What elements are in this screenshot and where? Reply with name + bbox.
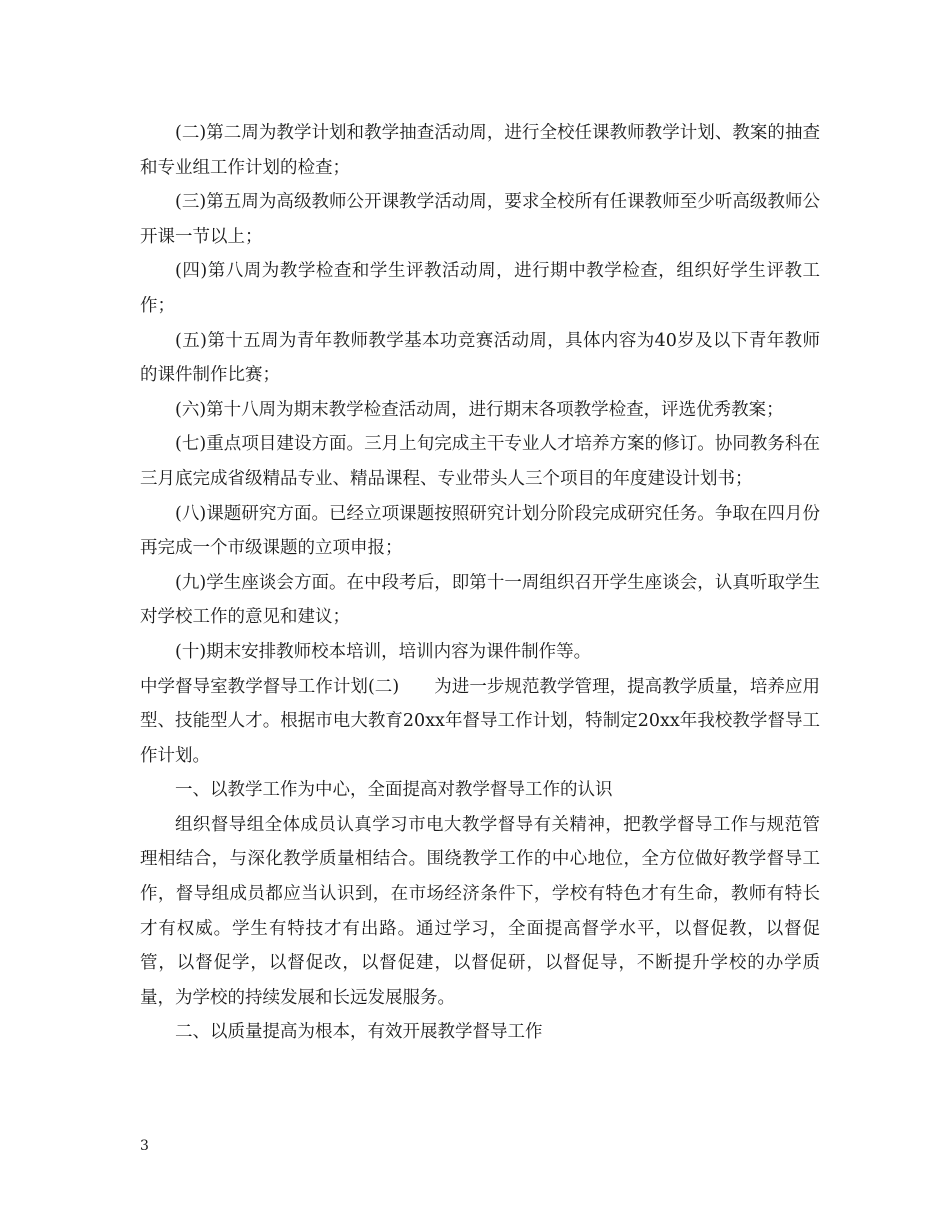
paragraph: (五)第十五周为青年教师教学基本功竞赛活动周，具体内容为40岁及以下青年教师的课件制作比赛； [140, 330, 820, 386]
paragraph: (九)学生座谈会方面。在中段考后，即第十一周组织召开学生座谈会，认真听取学生对学校工作的意见和建议； [140, 572, 820, 628]
paragraph: (八)课题研究方面。已经立项课题按照研究计划分阶段完成研究任务。争取在四月份再完成一个市级课题的立项申报； [140, 503, 820, 559]
paragraph: (七)重点项目建设方面。三月上旬完成主干专业人才培养方案的修订。协同教务科在三月底完成省级精品专业、精品课程、专业带头人三个项目的年度建设计划书； [140, 434, 820, 489]
section-heading: 一、以教学工作为中心，全面提高对教学督导工作的认识 [175, 780, 613, 801]
page-number: 3 [140, 1138, 149, 1154]
section-title-paragraph: 中学督导室教学督导工作计划(二) 为进一步规范教学管理，提高教学质量，培养应用型、技能型人才。根据市电大教育20xx年督导工作计划，特制定20xx年我校教学督导工作计划。 [140, 676, 820, 766]
paragraph: (二)第二周为教学计划和教学抽查活动周，进行全校任课教师教学计划、教案的抽查和专业组工作计划的检查； [140, 123, 820, 178]
paragraph: (三)第五周为高级教师公开课教学活动周，要求全校所有任课教师至少听高级教师公开课一节以上； [140, 192, 820, 247]
paragraph: 组织督导组全体成员认真学习市电大教学督导有关精神，把教学督导工作与规范管理相结合，与深化教学质量相结合。围绕教学工作的中心地位，全方位做好教学督导工作，督导组成员都应当认识到，在市场经济条件下，学校有特色才有生命，教师有特长才有权威。学生有特技才有出路。通过学习，全面提高督学水平，以督促教，以督促管，以督促学，以督促改，以督促建，以督促研，以督促导，不断提升学校的办学质量，为学校的持续发展和长远发展服务。 [140, 814, 820, 1008]
paragraph: (十)期末安排教师校本培训，培训内容为课件制作等。 [175, 641, 592, 662]
section-heading: 二、以质量提高为根本，有效开展教学督导工作 [175, 1022, 543, 1043]
paragraph: (六)第十八周为期末教学检查活动周，进行期末各项教学检查，评选优秀教案； [175, 399, 784, 420]
body-text [140, 116, 820, 1050]
paragraph: (四)第八周为教学检查和学生评教活动周，进行期中教学检查，组织好学生评教工作； [140, 261, 820, 316]
